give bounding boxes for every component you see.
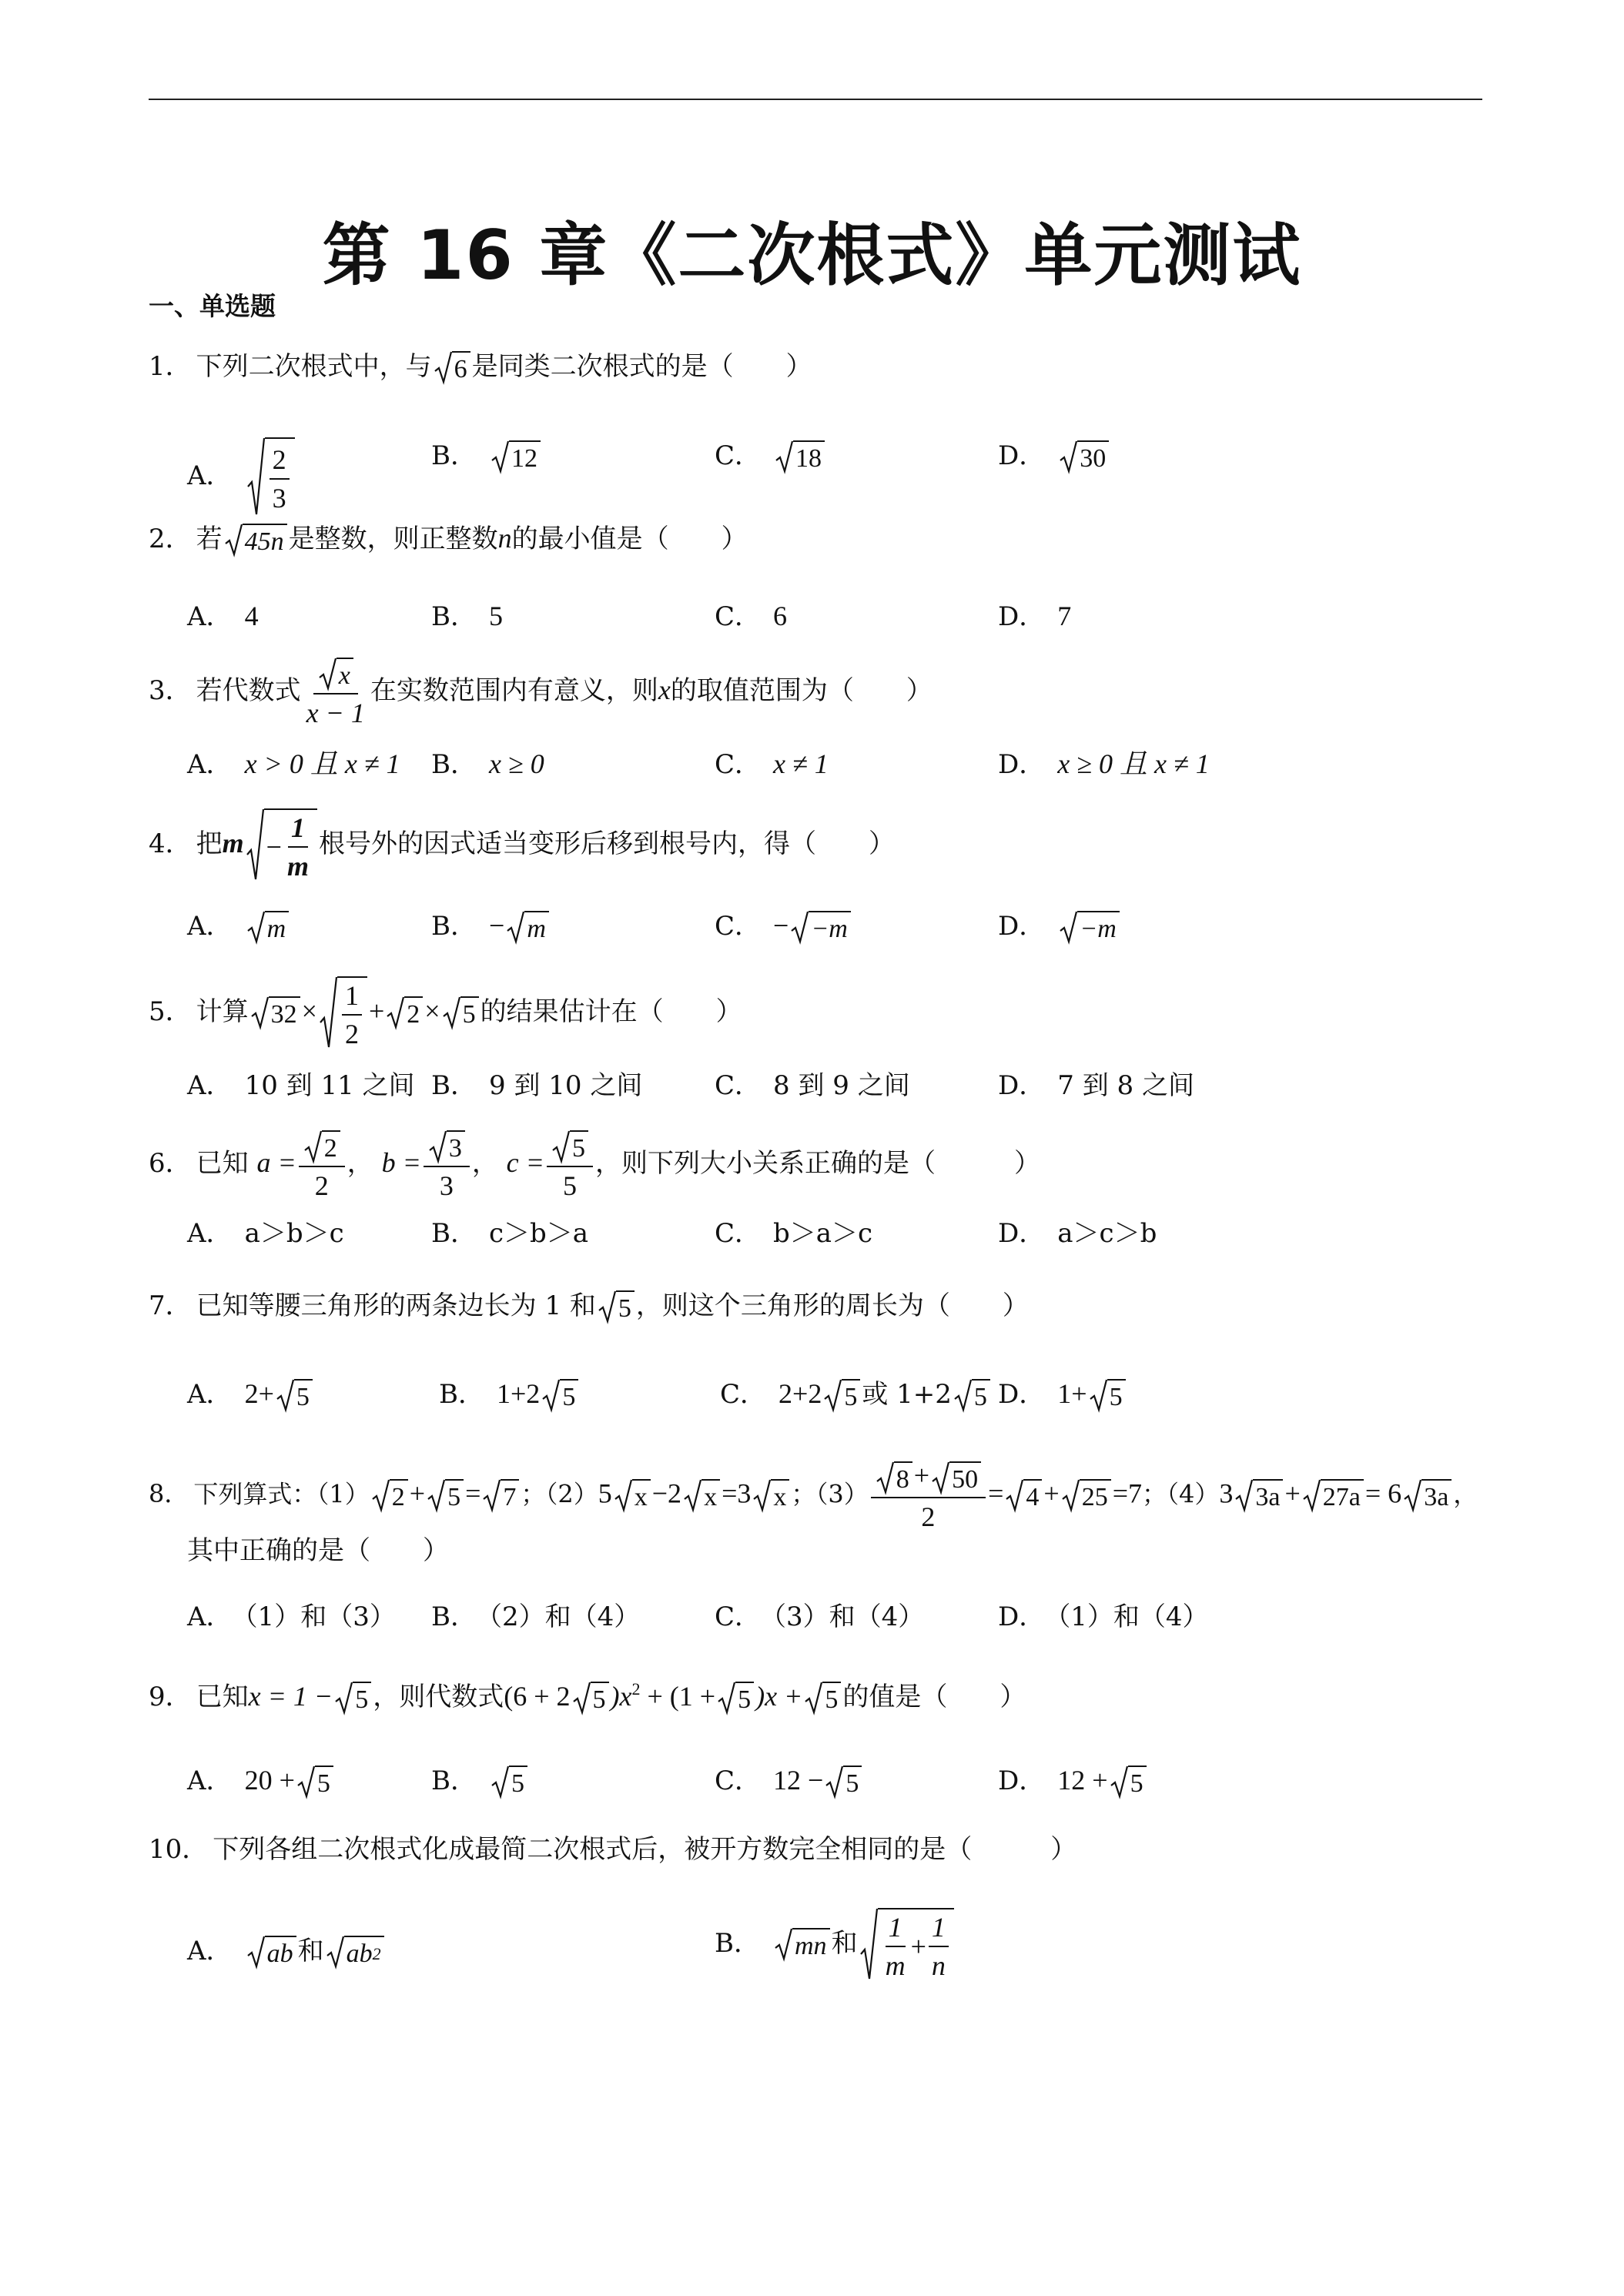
option-1d[interactable]: D． 30 [998,437,1110,474]
option-5d[interactable]: D． 7 到 8 之间 [998,1070,1194,1101]
option-1c[interactable]: C． 18 [715,437,826,474]
option-4c[interactable]: C． − −m [715,907,852,945]
question-5: 5． 计算 32 × $\frac{1}{2}$ + 2 × 5 的结果估计在（ ） [149,976,742,1050]
option-3a[interactable]: A． x > 0 且 x ≠ 1 [187,748,400,780]
option-5b[interactable]: B． 9 到 10 之间 [431,1070,643,1101]
option-2d[interactable]: D． 7 [998,601,1072,632]
option-7a[interactable]: A． 2+ 5 [187,1375,314,1413]
option-2c[interactable]: C． 6 [715,601,788,632]
option-9b[interactable]: B． 5 [431,1762,529,1799]
option-9d[interactable]: D． 12 + 5 [998,1762,1148,1799]
question-9: 9． 已知x = 1 − 5 ，则代数式(6 + 2 5 )$x^2 + (1$ + 5 )x + 5 的值是（ ） [149,1679,1026,1714]
option-8b[interactable]: B． （2）和（4） [431,1602,641,1632]
question-2: 2． 若 45n 是整数，则正整数n的最小值是（ ） [149,523,748,556]
option-9a[interactable]: A． 20 + 5 [187,1762,335,1799]
question-1: 1． 下列二次根式中，与 6 是同类二次根式的是（ ） [149,351,812,383]
option-8c[interactable]: C． （3）和（4） [715,1602,925,1632]
question-10: 10． 下列各组二次根式化成最简二次根式后，被开方数完全相同的是（ ） [149,1834,1077,1865]
option-6b[interactable]: B． c＞b＞a [431,1218,589,1249]
option-3c[interactable]: C． x ≠ 1 [715,748,829,780]
radical: 6 [434,351,470,385]
page-title: 第 16 章《二次根式》单元测试 [322,216,1302,295]
option-4a[interactable]: A． m [187,907,290,945]
question-8: 8． 下列算式：（1） 2 + 5 = 7 ；（2）5 x −2 x =3 x ；（3） 8 + 50 2 = 4 + 25 =7；（4）3 3a + 27a = 6 3a ， [149,1460,1478,1532]
question-6: 6． 已知 a = $\frac{2}{2}$ ， b = $\frac{3}{3}$ ， c = $\frac{5}{5}$ ，则下列大小关系正确的是（ ） [149,1127,1040,1203]
option-6a[interactable]: A． a＞b＞c [187,1218,344,1249]
option-10b[interactable]: B． mn 和 $\frac{1}{m}$ + $\frac{1}{n}$ [715,1908,956,1982]
option-5c[interactable]: C． 8 到 9 之间 [715,1070,910,1101]
question-4: 4． 把m − $\frac{1}{m}$ 根号外的因式适当变形后移到根号内，得（ ） [149,808,895,882]
option-1b[interactable]: B． 12 [431,437,542,474]
option-4d[interactable]: D． −m [998,907,1121,945]
option-2b[interactable]: B． 5 [431,601,503,632]
section-heading: 一、单选题 [149,291,276,321]
option-8d[interactable]: D． （1）和（4） [998,1602,1209,1632]
question-3: 3． 若代数式 $\frac{x}{x - 1}$ 在实数范围内有意义，则x的取值范围为（ ） [149,654,933,730]
question-7: 7． 已知等腰三角形的两条边长为 1 和 5 ，则这个三角形的周长为（ ） [149,1290,1029,1323]
option-7c[interactable]: C． 2+2 5 或 1+2 5 [720,1375,992,1413]
option-9c[interactable]: C． 12 − 5 [715,1762,863,1799]
option-1a[interactable]: A． $\frac{2}{3}$ [187,437,296,517]
option-3d[interactable]: D． x ≥ 0 且 x ≠ 1 [998,748,1210,780]
option-7d[interactable]: D． 1+ 5 [998,1375,1127,1413]
question-8-line2: 其中正确的是（ ） [187,1535,449,1566]
option-2a[interactable]: A． 4 [187,601,259,632]
header-rule [149,99,1482,100]
option-7b[interactable]: B． 1+2 5 [439,1375,580,1413]
option-6d[interactable]: D． a＞c＞b [998,1218,1157,1249]
option-8a[interactable]: A． （1）和（3） [187,1602,396,1632]
option-4b[interactable]: B． − m [431,907,551,945]
option-10a[interactable]: A． ab 和 ab 2 [187,1933,386,1970]
option-3b[interactable]: B． x ≥ 0 [431,748,544,780]
option-5a[interactable]: A． 10 到 11 之间 [187,1070,415,1101]
option-6c[interactable]: C． b＞a＞c [715,1218,873,1249]
